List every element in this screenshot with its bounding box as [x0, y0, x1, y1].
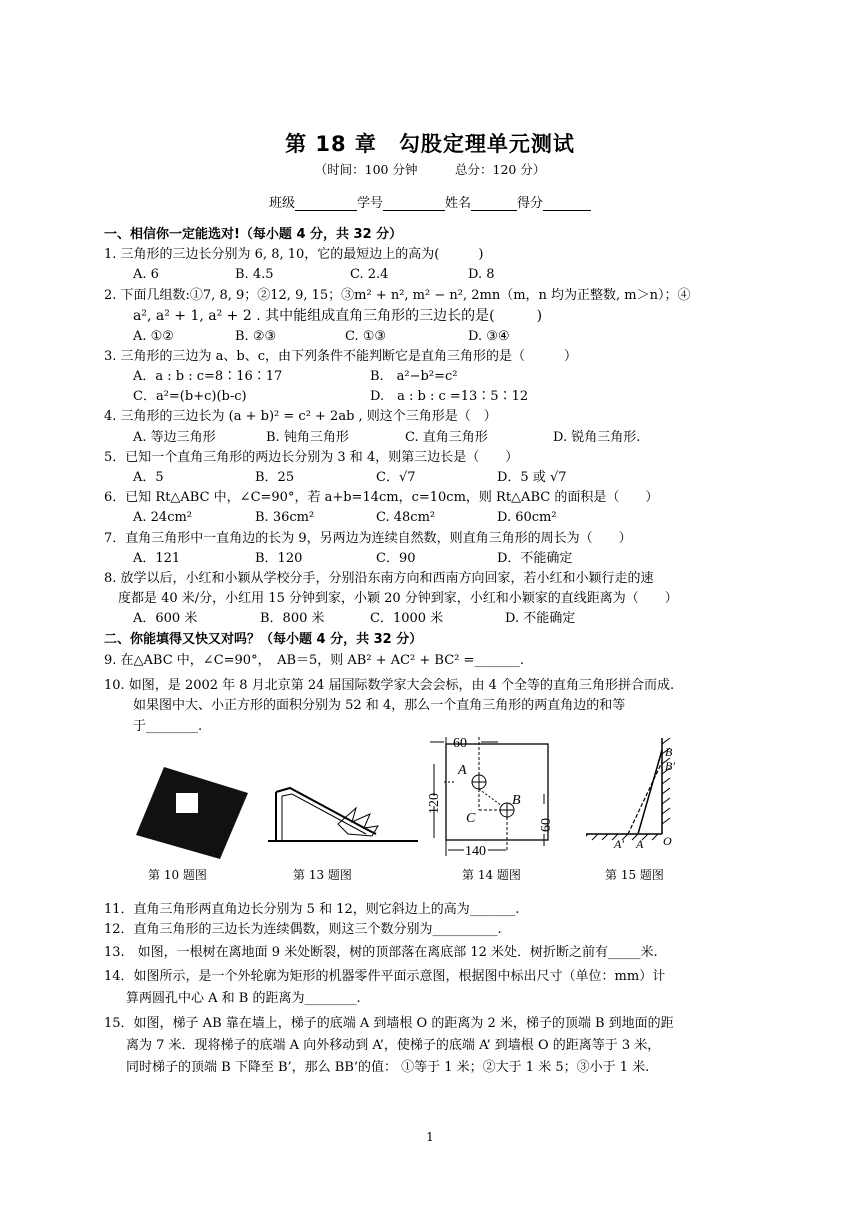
figure-14 — [420, 734, 560, 864]
page-number: 1 — [426, 1130, 434, 1144]
option-a[interactable]: A. 24cm² — [133, 510, 193, 525]
ladder-ab — [638, 750, 662, 834]
question-12: 12．直角三角形的三边长为连续偶数，则这三个数分别为__________. — [104, 922, 502, 937]
aux-line — [479, 789, 502, 806]
figure-14-caption: 第 14 题图 — [462, 868, 521, 882]
option-c[interactable]: C. ①③ — [345, 329, 387, 344]
option-d[interactable]: D．不能确定 — [497, 551, 573, 566]
option-d[interactable]: D．5 或 √7 — [497, 470, 567, 485]
exam-time-info: （时间：100 分钟 总分：120 分） — [314, 162, 546, 177]
point-c: C — [466, 811, 476, 826]
option-c[interactable]: C. 直角三角形 — [405, 430, 488, 445]
point-b-prime: B′ — [665, 759, 675, 773]
option-d[interactable]: D. a : b : c =13∶5∶12 — [370, 389, 529, 404]
score-label: 得分 — [517, 196, 544, 211]
option-b[interactable]: B. 4.5 — [235, 267, 274, 282]
figure-13 — [268, 778, 418, 848]
question-15-line3: 同时梯子的顶端 B 下降至 B’，那么 BB’的值： ①等于 1 米；②大于 1 米 5；③小于 1 米. — [126, 1060, 650, 1075]
id-label: 学号 — [356, 196, 383, 211]
question-10-line1: 10. 如图，是 2002 年 8 月北京第 24 届国际数学家大会会标，由 4 个全等的直角三角形拼合而成. — [104, 678, 675, 693]
figure-15 — [586, 738, 696, 856]
broken-trunk — [276, 788, 376, 834]
question-4-stem: 4. 三角形的三边长为 (a + b)² = c² + 2ab , 则这个三角形是（ ） — [104, 409, 497, 424]
option-c[interactable]: C. 2.4 — [350, 267, 389, 282]
point-o: O — [663, 834, 672, 848]
dim-left-120: 120 — [427, 793, 442, 814]
option-b[interactable]: B. 36cm² — [255, 510, 315, 525]
section-1-heading: 一、相信你一定能选对!（每小题 4 分，共 32 分） — [104, 227, 403, 242]
question-8-stem-line1: 8. 放学以后，小红和小颖从学校分手，分别沿东南方向和西南方向回家，若小红和小颖行走的速 — [104, 571, 654, 586]
question-8-stem-line2: 度都是 40 米/分，小红用 15 分钟到家，小颖 20 分钟到家，小红和小颖家的直线距离为（ ） — [118, 591, 678, 606]
option-d[interactable]: D. 不能确定 — [505, 611, 576, 626]
question-5-stem: 5．已知一个直角三角形的两边长分别为 3 和 4，则第三边长是（ ） — [104, 450, 519, 465]
option-d[interactable]: D. 8 — [468, 267, 495, 282]
student-info-line — [0, 192, 860, 211]
question-14-line2: 算两圆孔中心 A 和 B 的距离为________. — [126, 991, 361, 1006]
class-label: 班级 — [268, 196, 295, 211]
question-11: 11．直角三角形两直角边长分别为 5 和 12，则它斜边上的高为_______. — [104, 902, 520, 917]
question-7-stem: 7．直角三角形中一直角边的长为 9，另两边为连续自然数，则直角三角形的周长为（ ） — [104, 531, 632, 546]
option-c[interactable]: C．√7 — [376, 470, 416, 485]
class-blank[interactable] — [295, 196, 357, 211]
option-a[interactable]: A．5 — [133, 470, 164, 485]
question-10-line2: 如果图中大、小正方形的面积分别为 52 和 4，那么一个直角三角形的两直角边的和等 — [133, 698, 626, 713]
score-blank[interactable] — [543, 196, 591, 211]
ladder-a2b2 — [628, 762, 662, 834]
point-a: A — [458, 763, 467, 778]
option-a[interactable]: A. 6 — [133, 267, 159, 282]
option-b[interactable]: B．120 — [255, 551, 303, 566]
question-9: 9. 在△ABC 中，∠C=90°， AB＝5，则 AB² + AC² + BC² =_______. — [104, 653, 525, 668]
question-3-stem: 3. 三角形的三边为 a、b、c，由下列条件不能判断它是直角三角形的是（ ） — [104, 349, 578, 364]
option-b[interactable]: B. ②③ — [235, 329, 277, 344]
part-outline — [446, 744, 548, 840]
option-b[interactable]: B. 钝角三角形 — [266, 430, 349, 445]
option-d[interactable]: D. 锐角三角形. — [553, 430, 641, 445]
question-14-line1: 14．如图所示，是一个外轮廓为矩形的机器零件平面示意图，根据图中标出尺寸（单位：mm）计 — [104, 969, 666, 984]
option-b[interactable]: B. a²−b²=c² — [370, 369, 458, 384]
option-c[interactable]: C. 48cm² — [376, 510, 436, 525]
option-b[interactable]: B．25 — [255, 470, 295, 485]
option-c[interactable]: C．a²=(b+c)(b-c) — [133, 389, 247, 404]
figure-10 — [126, 763, 256, 863]
point-a-prime: A′ — [614, 837, 624, 851]
question-1-stem: 1. 三角形的三边长分别为 6, 8, 10，它的最短边上的高为( ) — [104, 247, 484, 262]
broken-trunk-edge — [282, 794, 366, 834]
option-c[interactable]: C．90 — [376, 551, 416, 566]
question-10-line3: 于________. — [133, 719, 203, 734]
dim-right-60: 60 — [539, 818, 554, 832]
question-13: 13. 如图，一根树在离地面 9 米处断裂，树的顶部落在离底部 12 米处．树折断之前有_____米. — [104, 945, 658, 960]
question-2-stem-line2: a², a² + 1, a² + 2 . 其中能组成直角三角形的三边长的是( ) — [133, 308, 543, 324]
option-b[interactable]: B．800 米 — [260, 611, 325, 626]
figure-15-caption: 第 15 题图 — [605, 868, 664, 882]
point-b: B — [665, 745, 673, 759]
dim-bottom-140: 140 — [465, 844, 486, 859]
option-c[interactable]: C．1000 米 — [370, 611, 444, 626]
question-6-stem: 6．已知 Rt△ABC 中，∠C=90°，若 a+b=14cm，c=10cm，则 Rt△ABC 的面积是（ ） — [104, 490, 659, 505]
option-a[interactable]: A. 等边三角形 — [133, 430, 216, 445]
figure-10-caption: 第 10 题图 — [148, 868, 207, 882]
page-title: 第 18 章 勾股定理单元测试 — [285, 132, 575, 156]
option-a[interactable]: A．a : b : c=8∶16∶17 — [133, 369, 283, 384]
option-a[interactable]: A．600 米 — [133, 611, 198, 626]
dim-top-60: 60 — [453, 736, 467, 751]
point-b: B — [512, 793, 521, 808]
option-d[interactable]: D. ③④ — [468, 329, 510, 344]
question-15-line1: 15．如图，梯子 AB 靠在墙上，梯子的底端 A 到墙根 O 的距离为 2 米，梯子的顶端 B 到地面的距 — [104, 1016, 674, 1031]
name-blank[interactable] — [471, 196, 517, 211]
inner-square — [176, 793, 198, 813]
question-15-line2: 离为 7 米．现将梯子的底端 A 向外移动到 A’，使梯子的底端 A’ 到墙根 O 的距离等于 3 米， — [126, 1038, 661, 1053]
question-2-stem-line1: 2. 下面几组数:①7, 8, 9；②12, 9, 15；③m² + n², m² − n², 2mn（m，n 均为正整数, m＞n）；④ — [104, 288, 691, 303]
name-label: 姓名 — [445, 196, 472, 211]
point-a: A — [636, 837, 644, 851]
option-d[interactable]: D. 60cm² — [497, 510, 557, 525]
id-blank[interactable] — [383, 196, 445, 211]
figure-13-caption: 第 13 题图 — [293, 868, 352, 882]
option-a[interactable]: A. ①② — [133, 329, 174, 344]
option-a[interactable]: A．121 — [133, 551, 181, 566]
section-2-heading: 二、你能填得又快又对吗？（每小题 4 分，共 32 分） — [104, 632, 423, 647]
